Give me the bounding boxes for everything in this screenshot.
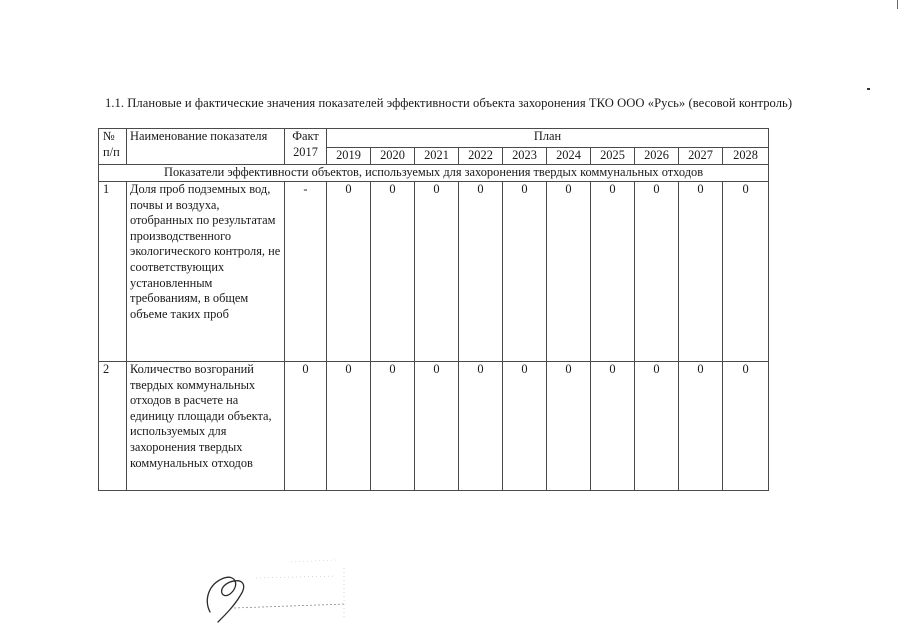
table-row [99,182,769,362]
row-plan-value: 0 [679,362,723,491]
row-plan-value: 0 [371,362,415,491]
header-year: 2028 [723,148,769,165]
row-plan-value: 0 [635,182,679,362]
row-plan-value: 0 [415,182,459,362]
scan-edge-mark [897,0,898,9]
header-year: 2019 [327,148,371,165]
header-fact: Факт 2017 [285,129,327,165]
performance-indicators-table [98,128,769,491]
row-plan-value: 0 [371,182,415,362]
row-fact-value: 0 [285,362,327,491]
row-plan-value: 0 [503,182,547,362]
row-plan-value: 0 [679,182,723,362]
section-row [99,165,769,182]
row-indicator-name: Доля проб подземных вод, почвы и воздуха, отобранных по результатам производственного экологического контроля, не соответствующих установленным требованиям, в общем объеме таких проб [127,182,285,362]
header-year: 2021 [415,148,459,165]
table-row [99,362,769,491]
row-number: 1 [99,182,127,362]
row-plan-value: 0 [503,362,547,491]
row-plan-value: 0 [591,182,635,362]
header-year: 2022 [459,148,503,165]
header-year: 2023 [503,148,547,165]
row-plan-value: 0 [723,362,769,491]
signature [196,548,356,628]
row-plan-value: 0 [591,362,635,491]
table-caption: 1.1. Плановые и фактические значения показателей эффективности объекта захоронения ТКО ООО «Русь» (весовой контроль) [105,95,793,110]
header-plan: План [327,129,769,148]
table-header-row [99,129,769,148]
row-fact-value: - [285,182,327,362]
row-plan-value: 0 [723,182,769,362]
row-plan-value: 0 [635,362,679,491]
header-year: 2020 [371,148,415,165]
header-indicator-name: Наименование показателя [127,129,285,165]
header-year: 2024 [547,148,591,165]
row-plan-value: 0 [547,362,591,491]
header-year: 2026 [635,148,679,165]
row-plan-value: 0 [459,362,503,491]
row-plan-value: 0 [327,362,371,491]
row-plan-value: 0 [415,362,459,491]
row-indicator-name: Количество возгораний твердых коммунальных отходов в расчете на единицу площади объекта, используемых для захоронения твердых коммунальных отходов [127,362,285,491]
row-number: 2 [99,362,127,491]
header-number: № п/п [99,129,127,165]
header-year: 2025 [591,148,635,165]
section-title: Показатели эффективности объектов, используемых для захоронения твердых коммунальных отходов [99,165,769,182]
header-year: 2027 [679,148,723,165]
row-plan-value: 0 [327,182,371,362]
row-plan-value: 0 [547,182,591,362]
row-plan-value: 0 [459,182,503,362]
scan-artifact [867,88,870,90]
